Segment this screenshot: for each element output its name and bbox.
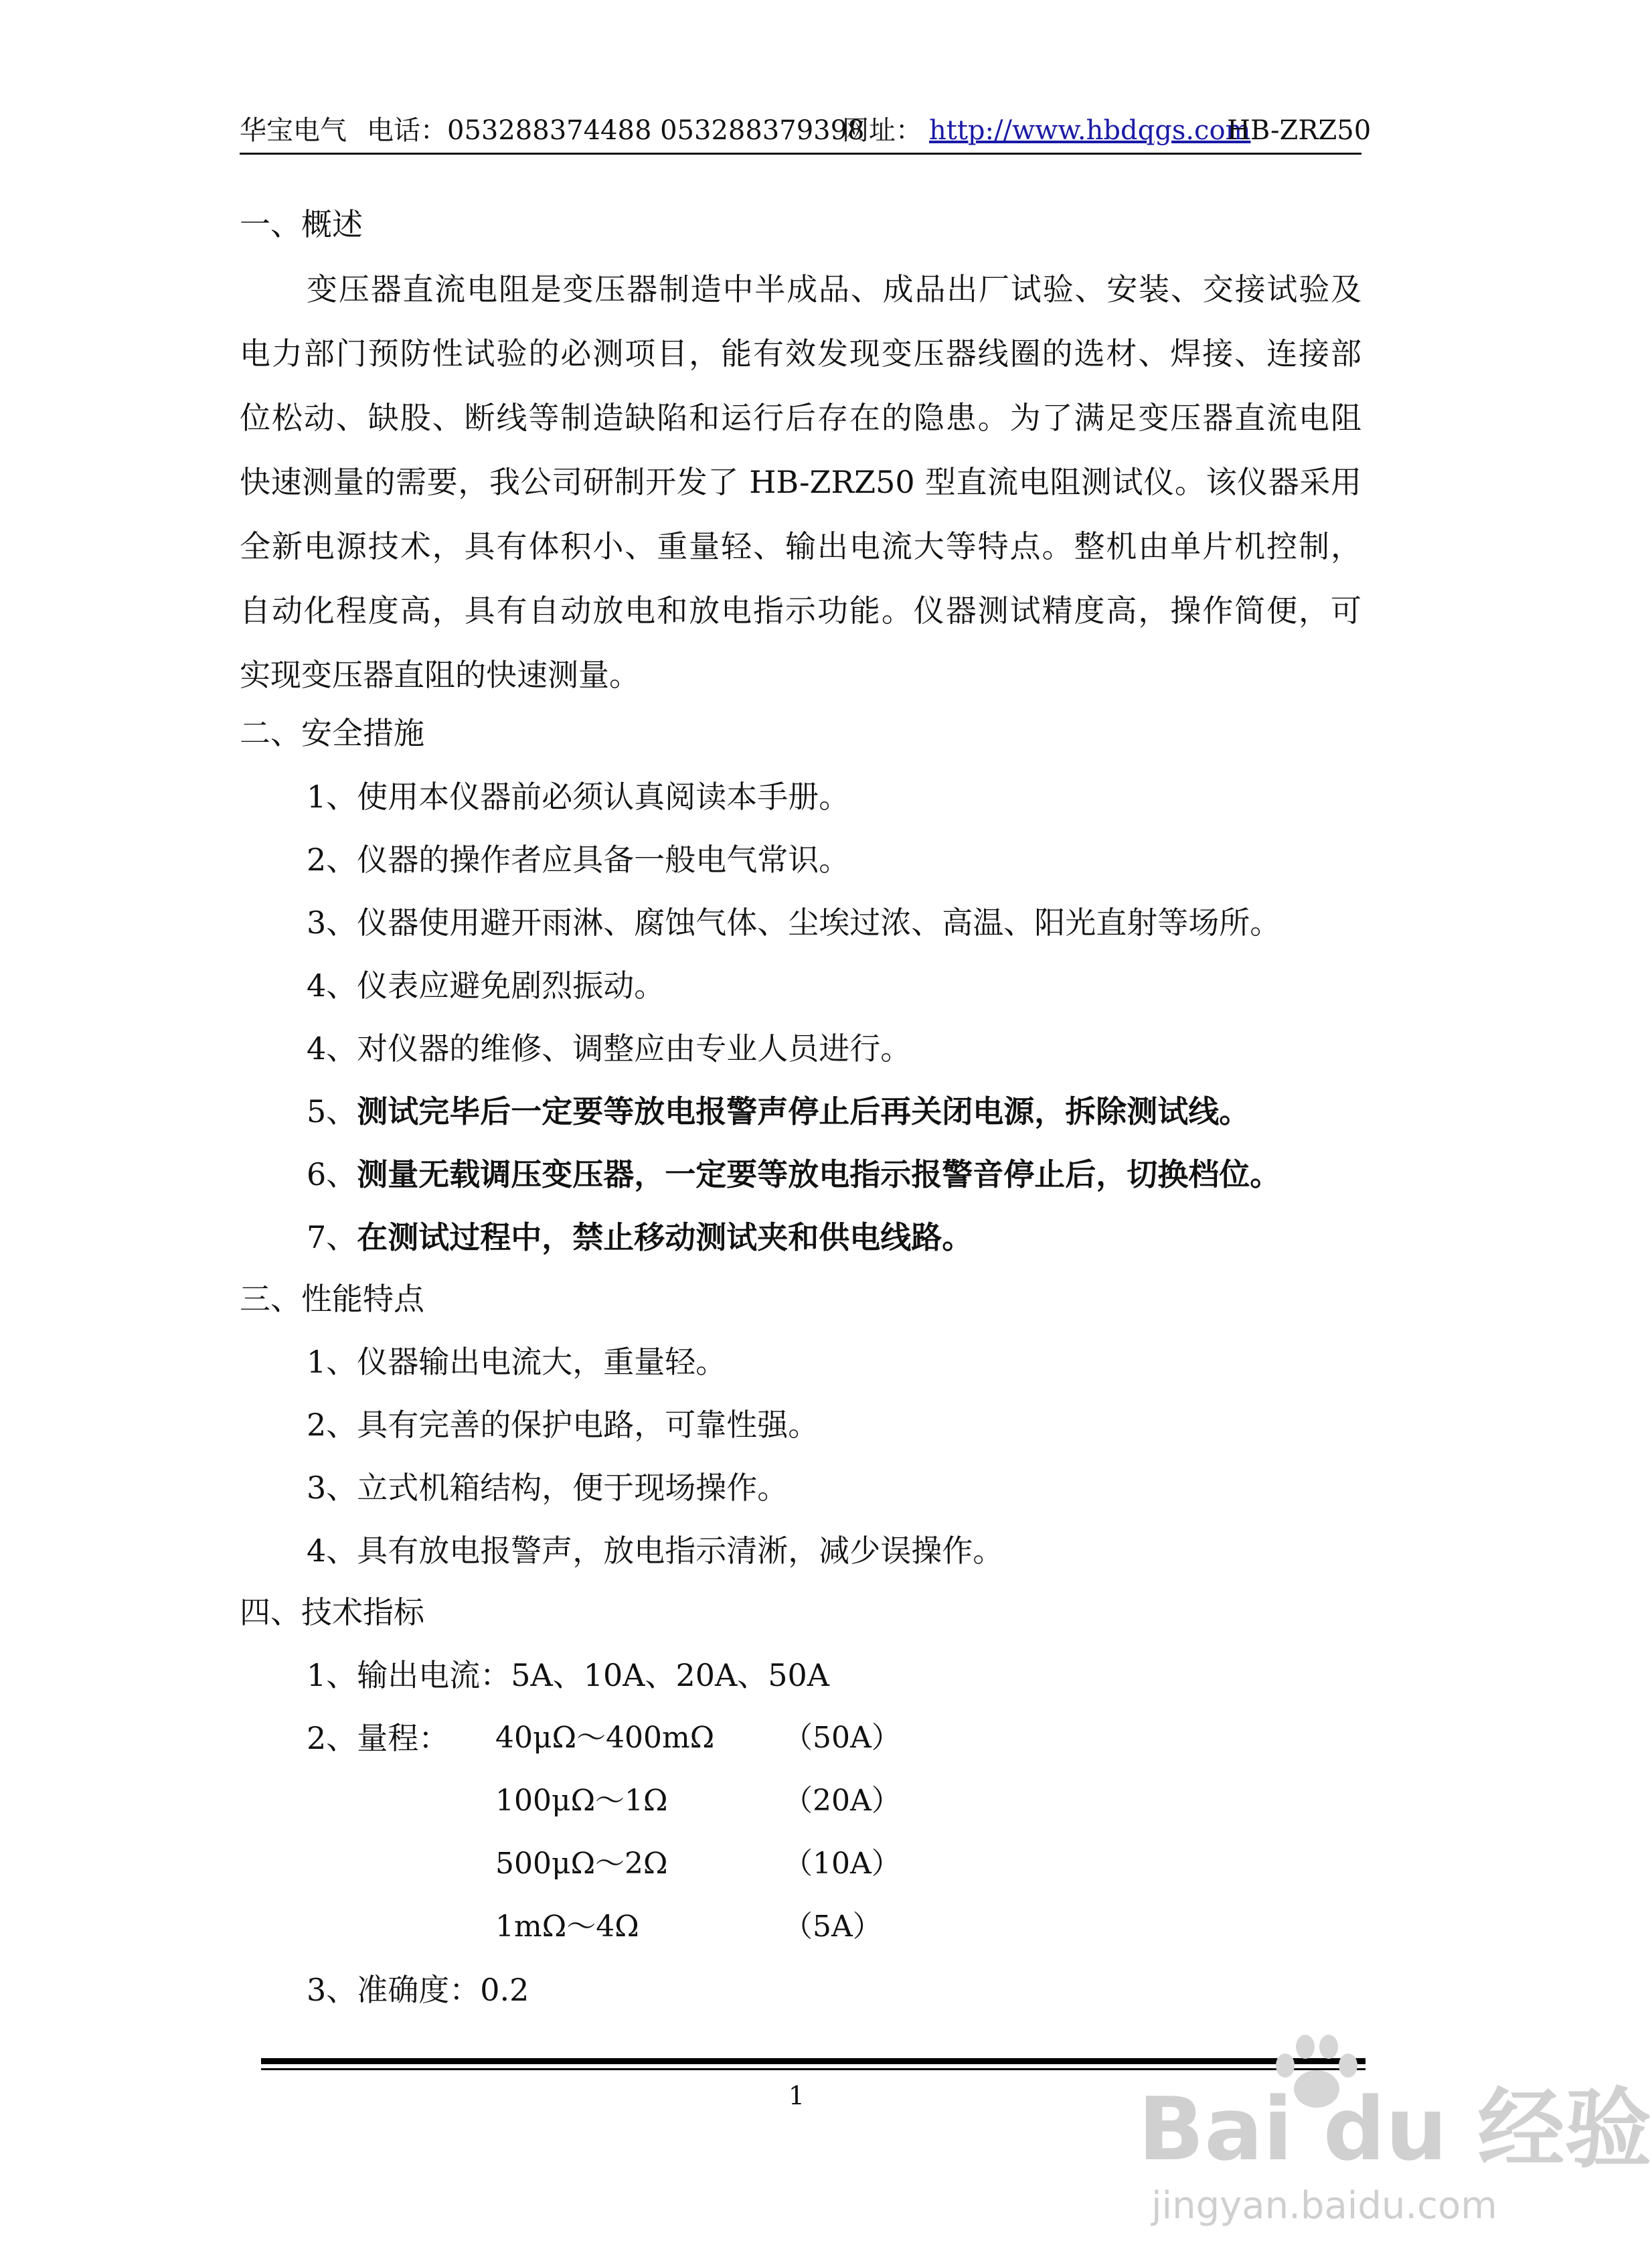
spec-range-label: 2、量程：: [307, 1720, 450, 1756]
safety-item: 2、仪器的操作者应具备一般电气常识。: [307, 842, 850, 878]
header-phone: 电话：053288374488 053288379398: [367, 115, 865, 146]
range-value: 500μΩ～2Ω: [495, 1847, 668, 1881]
safety-item-important: [307, 1217, 973, 1257]
range-current: （5A）: [783, 1910, 882, 1944]
range-value: 100μΩ～1Ω: [495, 1784, 668, 1818]
overview-line: 位松动、缺股、断线等制造缺陷和运行后存在的隐患。为了满足变压器直流电阻: [240, 400, 1361, 436]
header-site-label: 网址：: [842, 115, 922, 146]
range-value: 1mΩ～4Ω: [495, 1910, 639, 1944]
feature-item: 3、立式机箱结构，便于现场操作。: [307, 1470, 789, 1506]
item-number: 7、: [307, 1219, 357, 1255]
overview-line: 电力部门预防性试验的必测项目，能有效发现变压器线圈的选材、焊接、连接部: [240, 335, 1361, 372]
section-title-features: 三、性能特点: [240, 1281, 424, 1317]
page-header: [240, 114, 1372, 147]
section-title-safety: 二、安全措施: [240, 715, 424, 751]
page-number: 1: [788, 2081, 805, 2110]
watermark-url: jingyan.baidu.com: [1151, 2184, 1497, 2228]
safety-item: 4、仪表应避免剧烈振动。: [307, 967, 665, 1004]
section-title-overview: 一、概述: [240, 206, 363, 242]
section-title-specs: 四、技术指标: [240, 1594, 424, 1630]
header-model: HB-ZRZ50: [1227, 115, 1372, 146]
feature-item: 2、具有完善的保护电路，可靠性强。: [307, 1407, 819, 1443]
item-text: 测量无载调压变压器，一定要等放电指示报警音停止后，切换档位。: [357, 1156, 1281, 1192]
item-number: 6、: [307, 1156, 357, 1192]
overview-line: 变压器直流电阻是变压器制造中半成品、成品出厂试验、安装、交接试验及: [307, 271, 1361, 307]
range-current: （10A）: [783, 1847, 901, 1881]
range-current: （50A）: [783, 1721, 901, 1755]
range-current: （20A）: [783, 1784, 901, 1818]
safety-item-important: [307, 1154, 1281, 1194]
safety-item: 4、对仪器的维修、调整应由专业人员进行。: [307, 1030, 912, 1067]
safety-item: 3、仪器使用避开雨淋、腐蚀气体、尘埃过浓、高温、阳光直射等场所。: [307, 905, 1281, 941]
feature-item: 4、具有放电报警声，放电指示清淅，减少误操作。: [307, 1533, 1004, 1569]
spec-output-current: 1、输出电流：5A、10A、20A、50A: [307, 1657, 830, 1693]
item-text: 在测试过程中，禁止移动测试夹和供电线路。: [357, 1219, 973, 1255]
header-company: 华宝电气: [240, 115, 347, 146]
baidu-watermark: [1138, 2032, 1652, 2240]
overview-line: 实现变压器直阻的快速测量。: [240, 657, 640, 693]
item-text: 测试完毕后一定要等放电报警声停止后再关闭电源，拆除测试线。: [357, 1093, 1250, 1130]
item-number: 5、: [307, 1093, 357, 1130]
spec-accuracy: 3、准确度：0.2: [307, 1972, 529, 2008]
safety-item: 1、使用本仪器前必须认真阅读本手册。: [307, 779, 850, 815]
overview-line: 全新电源技术，具有体积小、重量轻、输出电流大等特点。整机由单片机控制，: [240, 528, 1361, 564]
safety-item-important: [307, 1091, 1250, 1132]
watermark-logo: Bai du 经验: [1138, 2078, 1652, 2180]
header-divider: [240, 153, 1361, 155]
overview-line: 自动化程度高，具有自动放电和放电指示功能。仪器测试精度高，操作简便，可: [240, 593, 1361, 629]
feature-item: 1、仪器输出电流大，重量轻。: [307, 1344, 727, 1380]
range-value: 40μΩ～400mΩ: [495, 1721, 715, 1755]
overview-line: 快速测量的需要，我公司研制开发了 HB-ZRZ50 型直流电阻测试仪。该仪器采用: [240, 464, 1361, 500]
header-site-link[interactable]: http://www.hbdqgs.com: [929, 115, 1251, 146]
